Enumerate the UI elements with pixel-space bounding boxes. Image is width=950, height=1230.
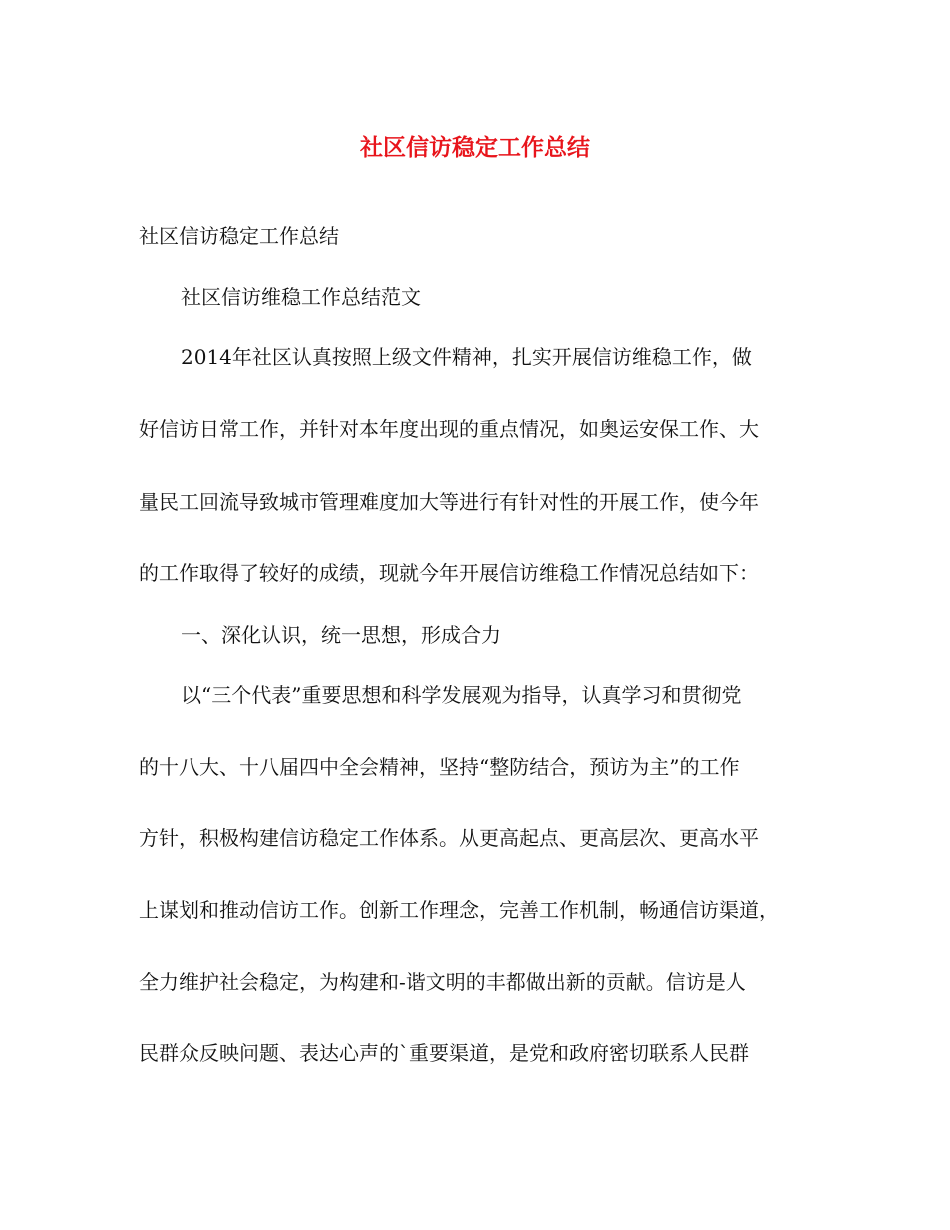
body-line: 2014年社区认真按照上级文件精神，扎实开展信访维稳工作，做	[181, 345, 752, 369]
body-line: 方针，积极构建信访稳定工作体系。从更高起点、更高层次、更高水平	[139, 826, 759, 850]
section-heading: 一、深化认识，统一思想，形成合力	[181, 623, 501, 647]
body-line: 全力维护社会稳定，为构建和-谐文明的丰都做出新的贡献。信访是人	[139, 970, 746, 994]
body-line: 以“三个代表”重要思想和科学发展观为指导，认真学习和贯彻党	[181, 683, 742, 707]
body-line: 社区信访稳定工作总结	[139, 224, 339, 248]
body-line: 民群众反映问题、表达心声的`重要渠道，是党和政府密切联系人民群	[139, 1041, 749, 1065]
body-line: 量民工回流导致城市管理难度加大等进行有针对性的开展工作，使今年	[139, 490, 759, 514]
body-line: 的工作取得了较好的成绩，现就今年开展信访维稳工作情况总结如下：	[139, 561, 759, 585]
body-line: 好信访日常工作，并针对本年度出现的重点情况，如奥运安保工作、大	[139, 417, 759, 441]
document-title: 社区信访稳定工作总结	[360, 135, 590, 161]
body-line: 社区信访维稳工作总结范文	[181, 285, 421, 309]
body-line: 的十八大、十八届四中全会精神，坚持“整防结合，预访为主”的工作	[139, 755, 740, 779]
body-line: 上谋划和推动信访工作。创新工作理念，完善工作机制，畅通信访渠道，	[139, 898, 779, 922]
